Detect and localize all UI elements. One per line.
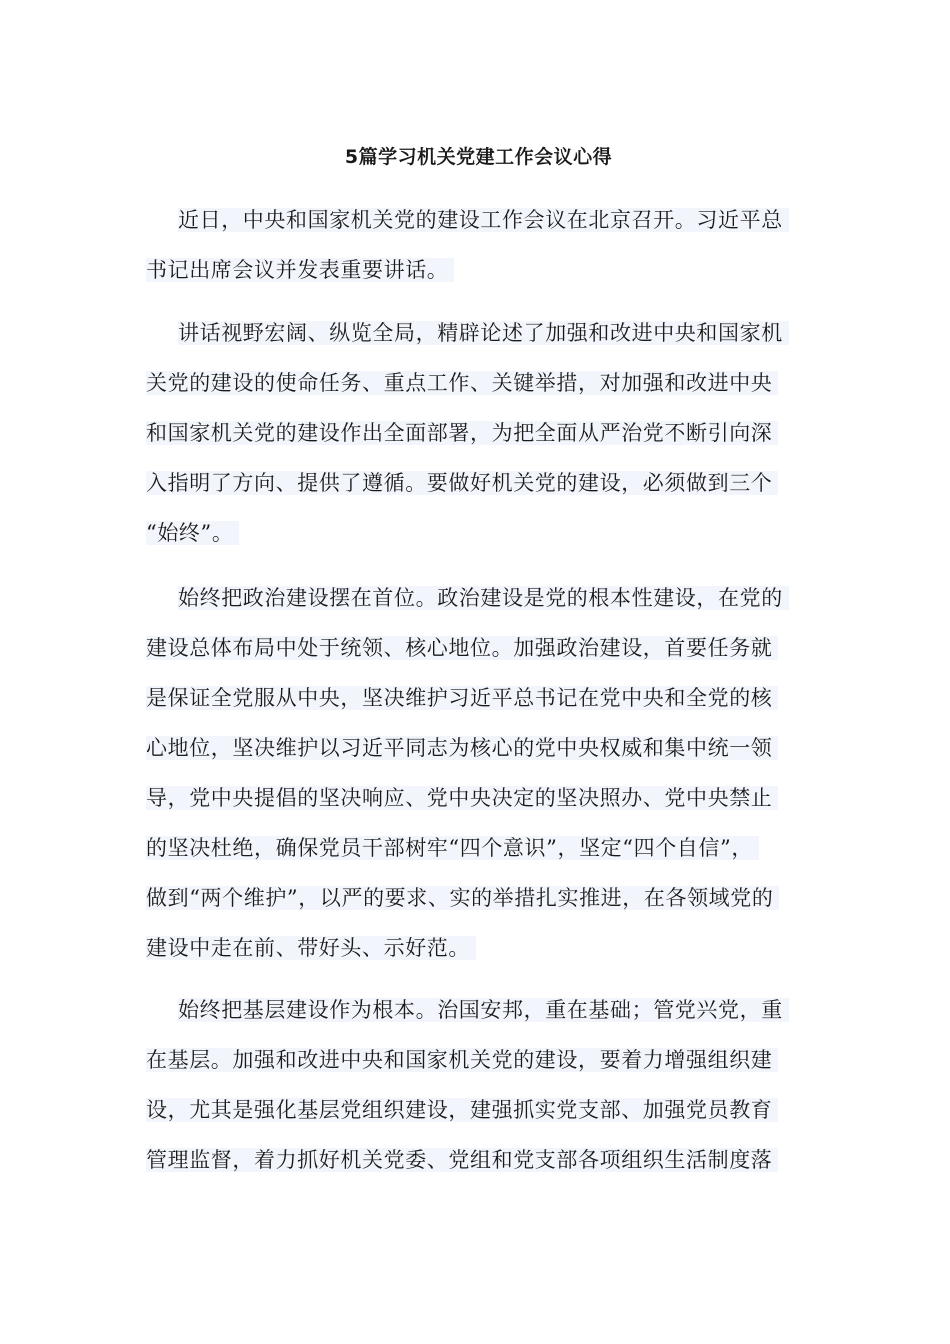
text-line: 的坚决杜绝，确保党员干部树牢“四个意识”，坚定“四个自信”， [146,823,811,873]
text-line: 做到“两个维护”，以严的要求、实的举措扎实推进，在各领域党的 [146,873,811,923]
text-line: 关党的建设的使命任务、重点工作、关键举措，对加强和改进中央 [146,358,811,408]
text-line: 近日，中央和国家机关党的建设工作会议在北京召开。习近平总 [146,195,811,245]
text-line: 建设总体布局中处于统领、核心地位。加强政治建设，首要任务就 [146,623,811,673]
text-line: “始终”。 [146,508,811,558]
text-line: 始终把基层建设作为根本。治国安邦，重在基础；管党兴党，重 [146,985,811,1035]
text-line: 始终把政治建设摆在首位。政治建设是党的根本性建设，在党的 [146,573,811,623]
paragraph-2 [146,308,811,558]
paragraph-4 [146,985,811,1185]
text-line: 讲话视野宏阔、纵览全局，精辟论述了加强和改进中央和国家机 [146,308,811,358]
document-title: 5篇学习机关党建工作会议心得 [344,146,613,168]
text-line: 心地位，坚决维护以习近平同志为核心的党中央权威和集中统一领 [146,723,811,773]
text-line: 书记出席会议并发表重要讲话。 [146,245,811,295]
text-line: 入指明了方向、提供了遵循。要做好机关党的建设，必须做到三个 [146,458,811,508]
paragraph-1 [146,195,811,295]
text-line: 设，尤其是强化基层党组织建设，建强抓实党支部、加强党员教育 [146,1085,811,1135]
text-line: 和国家机关党的建设作出全面部署，为把全面从严治党不断引向深 [146,408,811,458]
paragraph-3 [146,573,811,973]
text-line: 导，党中央提倡的坚决响应、党中央决定的坚决照办、党中央禁止 [146,773,811,823]
text-line: 建设中走在前、带好头、示好范。 [146,923,811,973]
text-line: 在基层。加强和改进中央和国家机关党的建设，要着力增强组织建 [146,1035,811,1085]
text-line: 管理监督，着力抓好机关党委、党组和党支部各项组织生活制度落 [146,1135,811,1185]
text-line: 是保证全党服从中央，坚决维护习近平总书记在党中央和全党的核 [146,673,811,723]
